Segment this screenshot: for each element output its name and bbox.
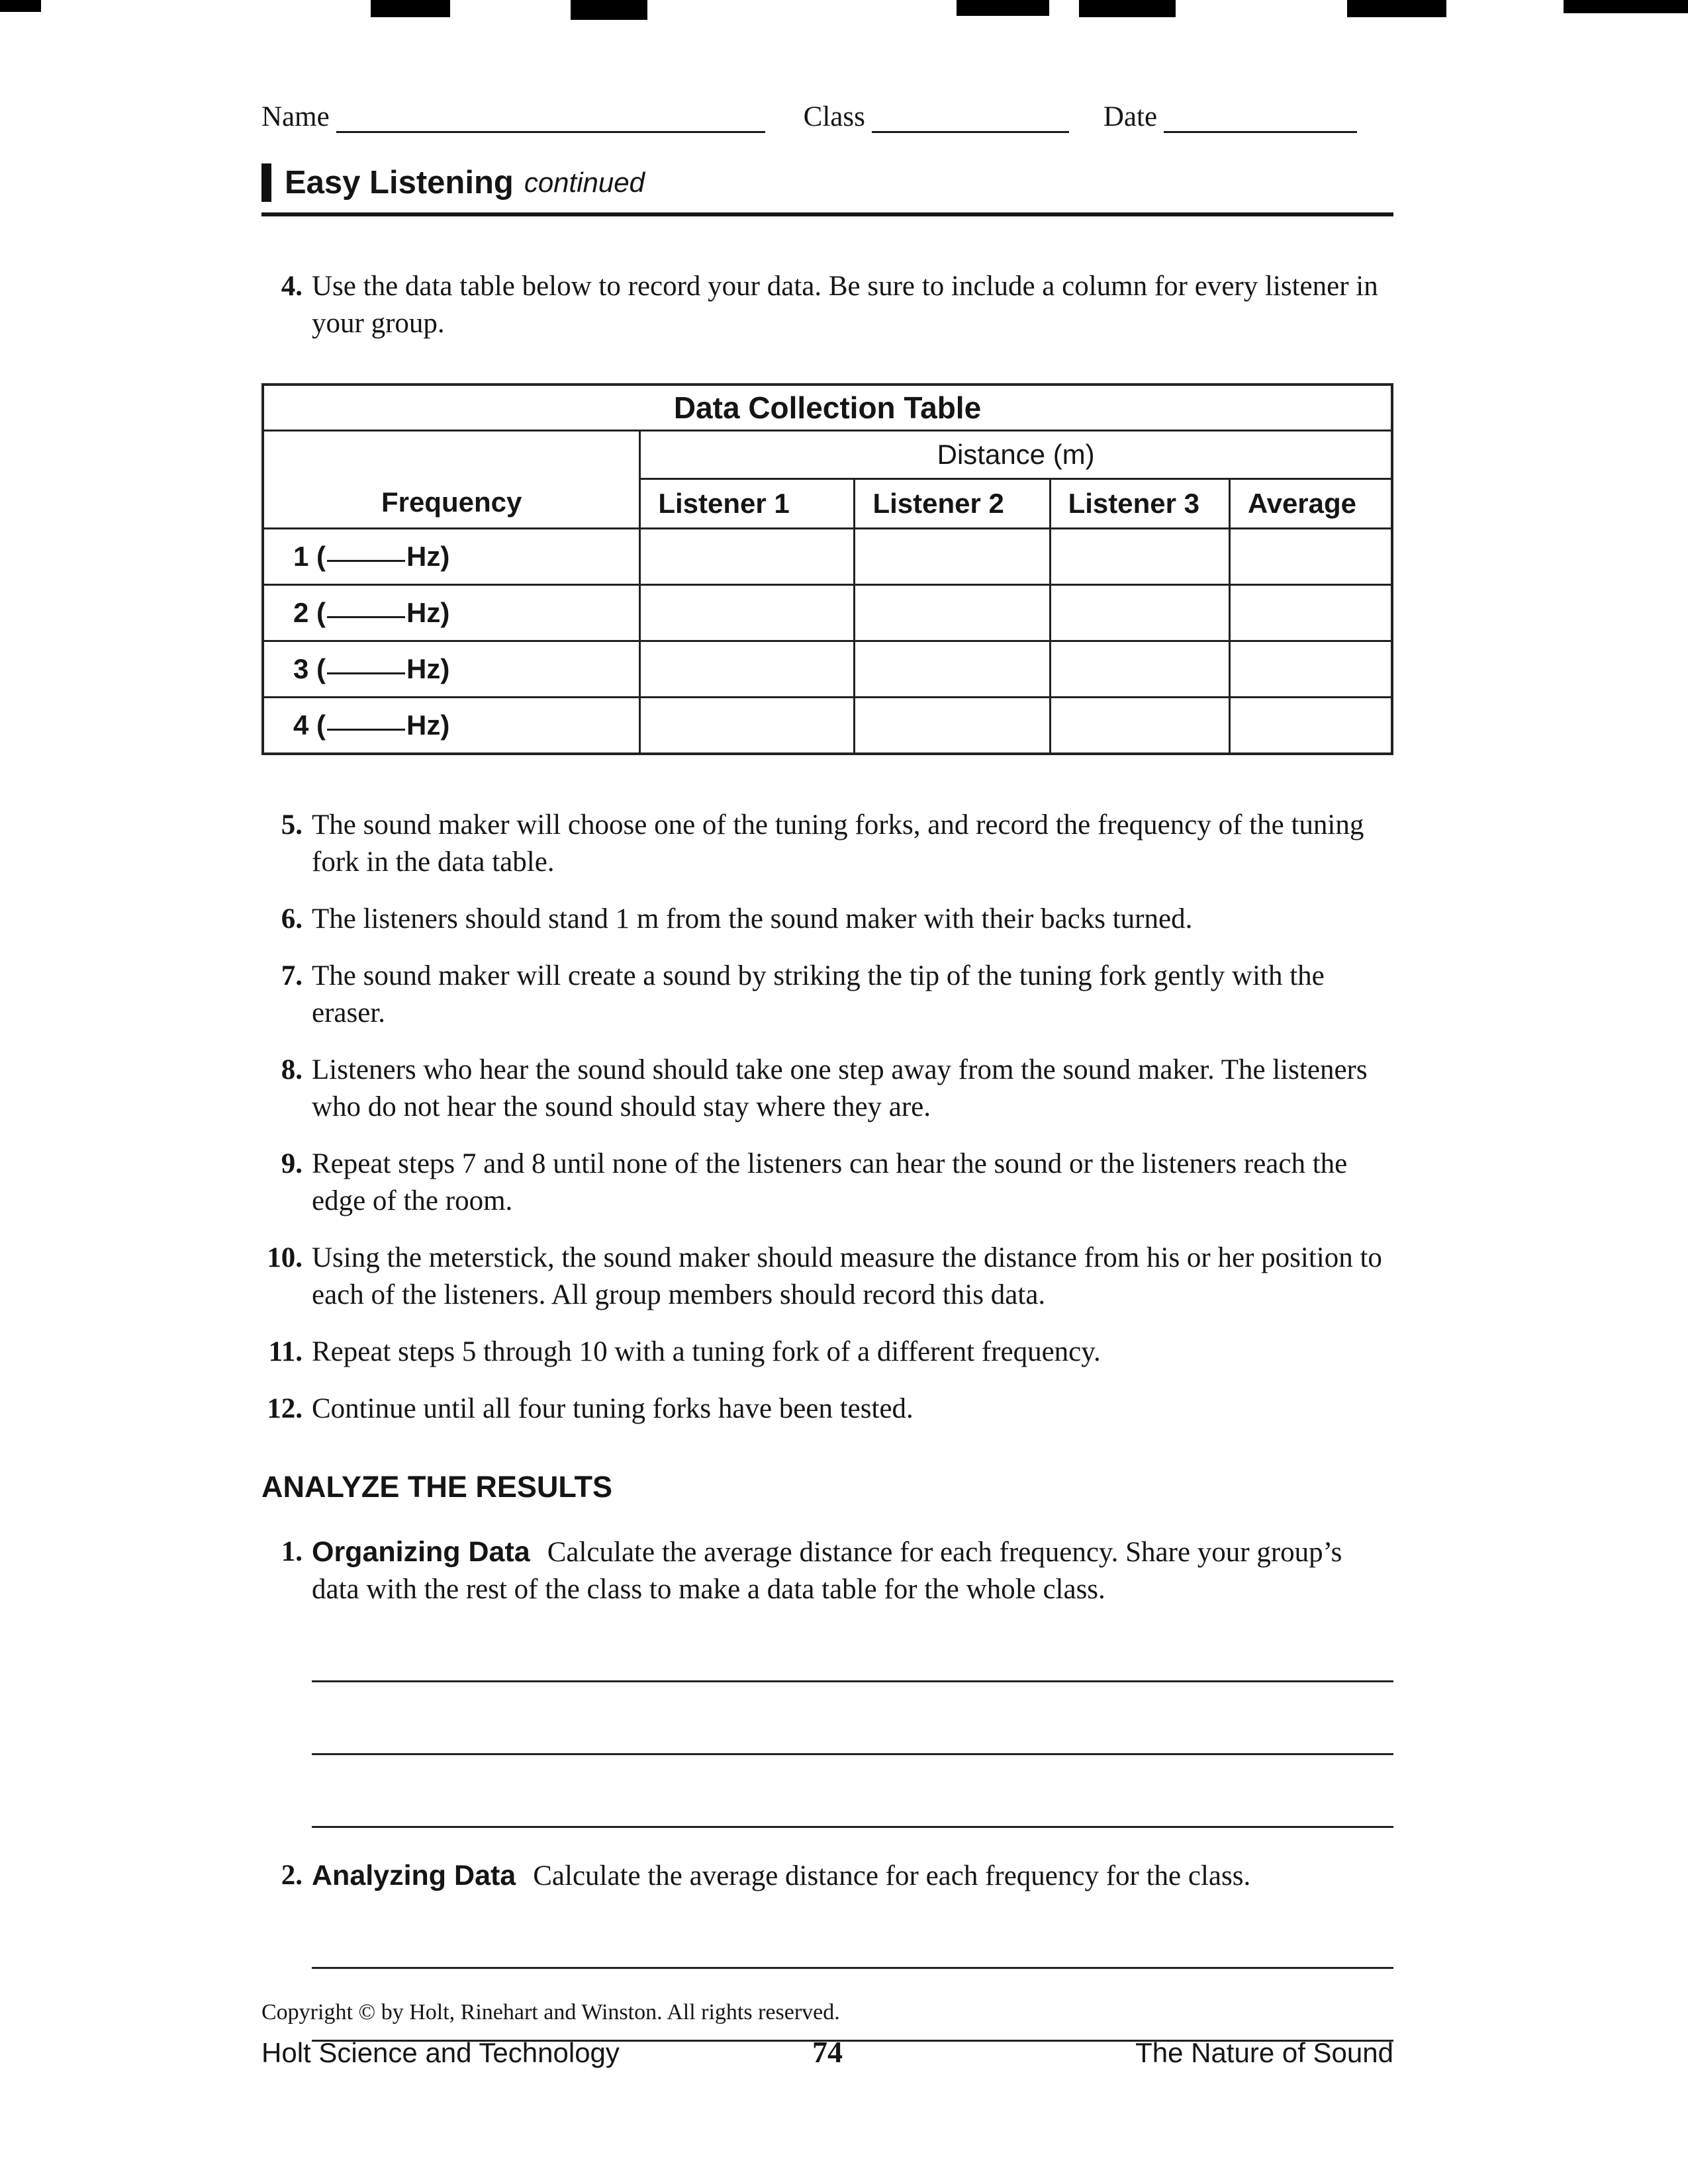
answer-blank-line bbox=[312, 1610, 1393, 1682]
frequency-blank bbox=[327, 726, 405, 731]
frequency-blank bbox=[327, 614, 405, 618]
answer-blank-line bbox=[312, 1682, 1393, 1755]
step-text: Repeat steps 7 and 8 until none of the listeners can hear the sound or the listeners reach the edge of the room. bbox=[312, 1148, 1348, 1216]
table-cell-empty bbox=[855, 641, 1050, 698]
table-cell-empty bbox=[1229, 529, 1392, 585]
listener-1-header: Listener 1 bbox=[640, 479, 855, 529]
frequency-row-label bbox=[263, 529, 640, 585]
frequency-suffix: Hz) bbox=[406, 541, 450, 572]
step-number: 10. bbox=[267, 1242, 303, 1273]
frequency-prefix: 2 ( bbox=[293, 597, 326, 628]
name-label: Name bbox=[261, 101, 330, 132]
item-number: 2. bbox=[281, 1860, 303, 1891]
table-cell-empty bbox=[1229, 698, 1392, 754]
step-item-11 bbox=[261, 1334, 1393, 1371]
table-cell-empty bbox=[640, 529, 855, 585]
step-item-10 bbox=[261, 1240, 1393, 1314]
listener-3-header: Listener 3 bbox=[1050, 479, 1229, 529]
page-footer bbox=[261, 2000, 1393, 2070]
name-blank-line bbox=[336, 126, 765, 133]
step-text: The sound maker will choose one of the tuning forks, and record the frequency of the tuning fork in the data table. bbox=[312, 809, 1364, 878]
page-title-suffix: continued bbox=[524, 167, 645, 198]
average-header: Average bbox=[1229, 479, 1392, 529]
page-content bbox=[261, 0, 1393, 2042]
frequency-blank bbox=[327, 670, 405, 674]
frequency-row-label bbox=[263, 641, 640, 698]
step-text: Using the meterstick, the sound maker should measure the distance from his or her position to each of the listeners. All group members should record this data. bbox=[312, 1242, 1382, 1310]
table-cell-empty bbox=[855, 585, 1050, 641]
item-body bbox=[312, 1533, 1393, 1828]
footer-book-title: Holt Science and Technology bbox=[261, 2037, 620, 2068]
data-collection-table bbox=[261, 383, 1393, 755]
table-row bbox=[263, 585, 1392, 641]
frequency-prefix: 1 ( bbox=[293, 541, 326, 572]
item-lead-in: Analyzing Data bbox=[312, 1860, 516, 1891]
table-cell-empty bbox=[1050, 641, 1229, 698]
footer-chapter-title: The Nature of Sound bbox=[1135, 2037, 1393, 2068]
step-number: 4. bbox=[281, 271, 303, 302]
table-cell-empty bbox=[855, 529, 1050, 585]
step-item-7 bbox=[261, 958, 1393, 1032]
table-cell-empty bbox=[640, 698, 855, 754]
step-item-5 bbox=[261, 807, 1393, 881]
class-blank-line bbox=[872, 126, 1069, 133]
step-item-12 bbox=[261, 1390, 1393, 1428]
step-item-8 bbox=[261, 1052, 1393, 1126]
step-item-6 bbox=[261, 901, 1393, 938]
answer-lines bbox=[312, 1610, 1393, 1828]
page-title: Easy Listening bbox=[285, 165, 514, 201]
table-cell-empty bbox=[640, 641, 855, 698]
step-item-9 bbox=[261, 1146, 1393, 1220]
table-row bbox=[263, 698, 1392, 754]
table-row bbox=[263, 529, 1392, 585]
class-label: Class bbox=[803, 101, 865, 132]
page-number: 74 bbox=[812, 2035, 843, 2069]
frequency-row-label bbox=[263, 698, 640, 754]
name-class-date-header bbox=[261, 101, 1393, 133]
title-block-icon bbox=[261, 163, 271, 202]
step-text: Listeners who hear the sound should take one step away from the sound maker. The listeners who do not hear the sound should stay where they are. bbox=[312, 1054, 1368, 1122]
step-number: 8. bbox=[281, 1054, 303, 1085]
table-cell-empty bbox=[855, 698, 1050, 754]
frequency-suffix: Hz) bbox=[406, 709, 450, 741]
step-number: 11. bbox=[268, 1336, 303, 1367]
item-number: 1. bbox=[281, 1536, 303, 1567]
date-blank-line bbox=[1164, 126, 1357, 133]
analyze-item-1 bbox=[261, 1533, 1393, 1828]
step-number: 12. bbox=[267, 1393, 303, 1424]
answer-blank-line bbox=[312, 1755, 1393, 1828]
step-text: Continue until all four tuning forks have been tested. bbox=[312, 1393, 914, 1424]
frequency-row-label bbox=[263, 585, 640, 641]
frequency-column-header: Frequency bbox=[263, 431, 640, 529]
table-cell-empty bbox=[640, 585, 855, 641]
table-cell-empty bbox=[1050, 585, 1229, 641]
step-text: The sound maker will create a sound by striking the tip of the tuning fork gently with the eraser. bbox=[312, 960, 1325, 1028]
table-cell-empty bbox=[1050, 698, 1229, 754]
footer-row bbox=[261, 2034, 1393, 2070]
scan-artifact bbox=[0, 0, 41, 12]
data-collection-table-wrap bbox=[261, 383, 1393, 755]
scan-artifact bbox=[1564, 0, 1688, 13]
step-number: 7. bbox=[281, 960, 303, 991]
step-text: Repeat steps 5 through 10 with a tuning fork of a different frequency. bbox=[312, 1336, 1101, 1367]
frequency-prefix: 3 ( bbox=[293, 653, 326, 684]
frequency-suffix: Hz) bbox=[406, 597, 450, 628]
table-cell-empty bbox=[1229, 585, 1392, 641]
step-number: 6. bbox=[281, 903, 303, 934]
table-cell-empty bbox=[1229, 641, 1392, 698]
table-title: Data Collection Table bbox=[263, 385, 1392, 431]
table-cell-empty bbox=[1050, 529, 1229, 585]
answer-blank-line bbox=[312, 1896, 1393, 1969]
step-text: Use the data table below to record your data. Be sure to include a column for every listener in your group. bbox=[312, 271, 1378, 339]
item-text: Calculate the average distance for each frequency. Share your group’s data with the rest of the class to make a data table for the whole class. bbox=[312, 1537, 1342, 1605]
distance-header: Distance (m) bbox=[640, 431, 1392, 479]
step-text: The listeners should stand 1 m from the sound maker with their backs turned. bbox=[312, 903, 1193, 934]
table-row bbox=[263, 641, 1392, 698]
item-lead-in: Organizing Data bbox=[312, 1536, 530, 1568]
listener-2-header: Listener 2 bbox=[855, 479, 1050, 529]
date-label: Date bbox=[1103, 101, 1158, 132]
step-number: 9. bbox=[281, 1148, 303, 1179]
frequency-blank bbox=[327, 557, 405, 562]
step-item-4 bbox=[261, 268, 1393, 342]
copyright-text: Copyright © by Holt, Rinehart and Winston. All rights reserved. bbox=[261, 2000, 840, 2025]
worksheet-title-bar bbox=[261, 163, 1393, 216]
frequency-suffix: Hz) bbox=[406, 653, 450, 684]
step-number: 5. bbox=[281, 809, 303, 841]
frequency-prefix: 4 ( bbox=[293, 709, 326, 741]
analyze-results-heading: ANALYZE THE RESULTS bbox=[261, 1470, 613, 1504]
item-text: Calculate the average distance for each frequency for the class. bbox=[533, 1860, 1251, 1891]
